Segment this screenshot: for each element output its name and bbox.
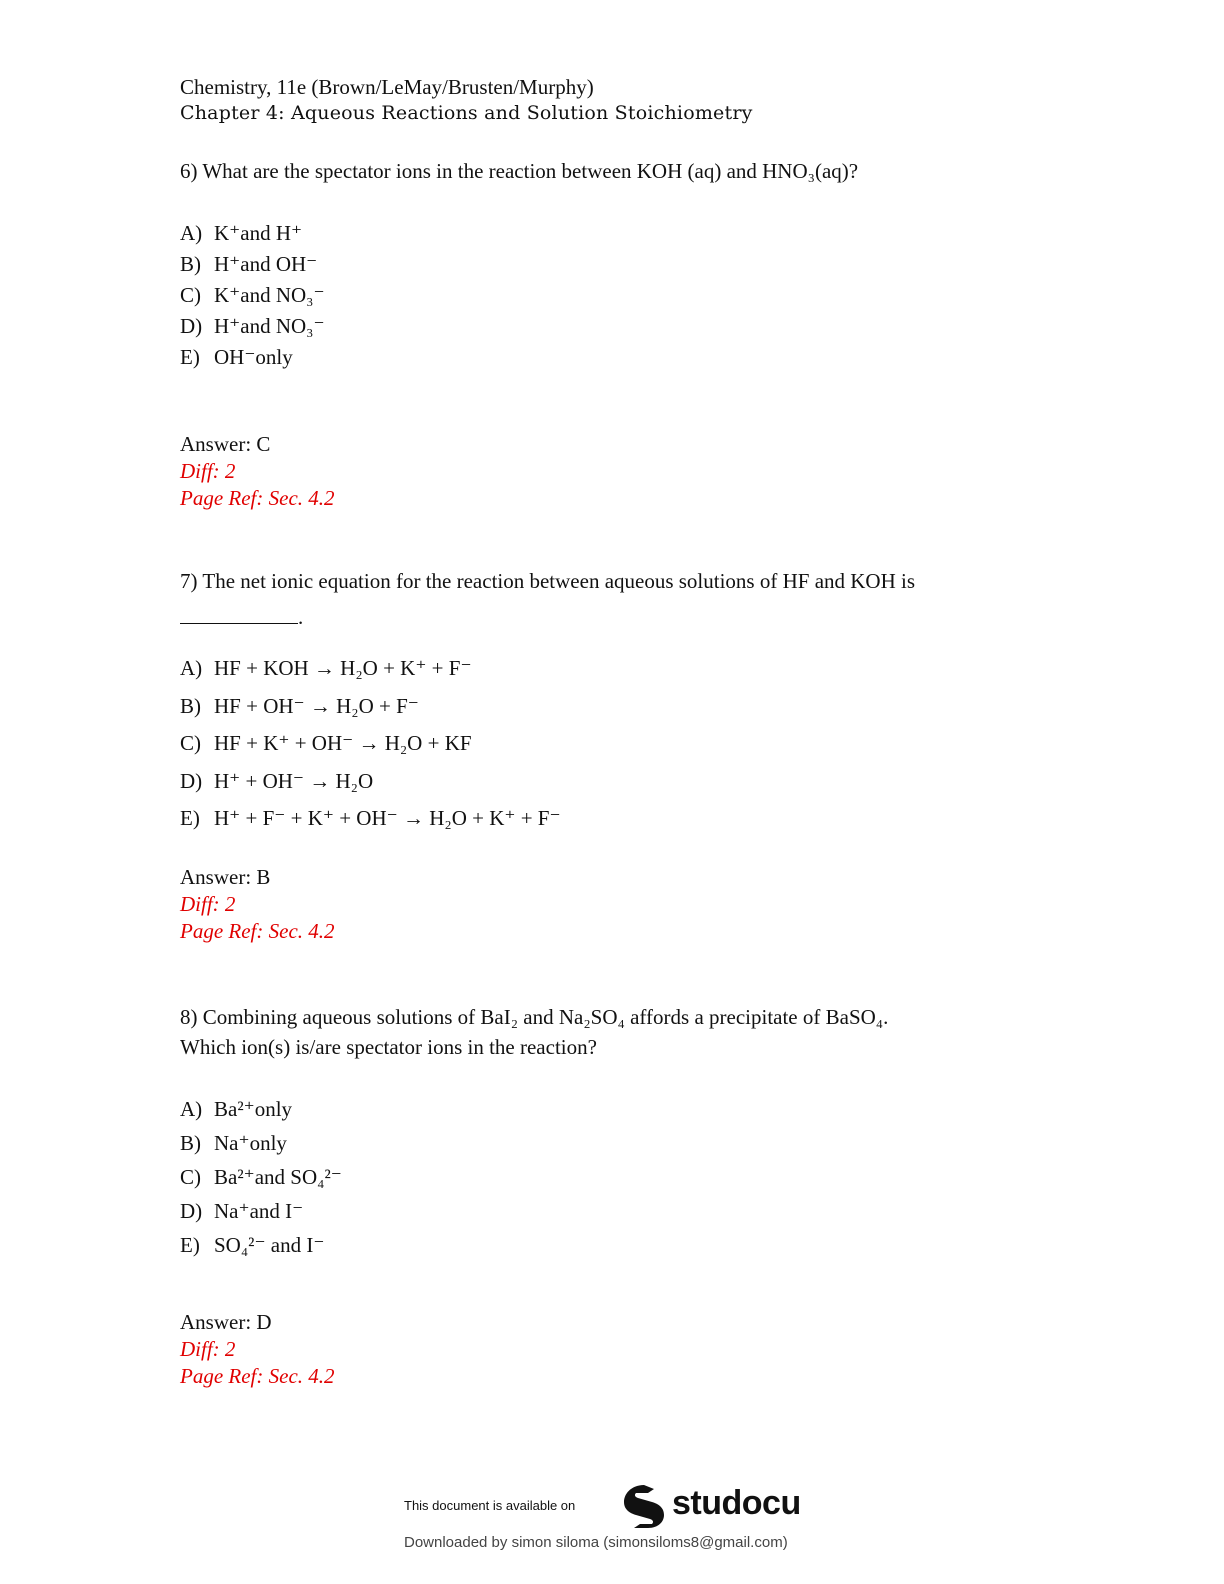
option-item: [180, 800, 561, 838]
book-title: Chemistry, 11e (Brown/LeMay/Brusten/Murphy): [180, 75, 594, 99]
option-item: [180, 650, 561, 688]
question-8-line-2: Which ion(s) is/are spectator ions in the reaction?: [180, 1035, 597, 1059]
difficulty-text: Diff: 2: [180, 1337, 236, 1361]
option-text: H⁺ + OH⁻ → H₂O: [214, 768, 374, 793]
question-8-text: [180, 1002, 1040, 1062]
option-label: D): [180, 314, 203, 338]
option-text: HF + KOH → H₂O + K⁺ + F⁻: [214, 656, 472, 680]
option-label: B): [180, 693, 201, 718]
option-item: [180, 1092, 342, 1126]
option-label: E): [180, 806, 200, 830]
difficulty-text: Diff: 2: [180, 892, 236, 916]
option-item: [180, 1126, 342, 1160]
chapter-title: Chapter 4: Aqueous Reactions and Solution Stoichiometry: [180, 102, 753, 124]
studocu-brand[interactable]: studocu: [672, 1484, 801, 1522]
studocu-logo-icon[interactable]: [620, 1482, 668, 1530]
option-text: H⁺and OH⁻: [214, 252, 318, 276]
option-text: Ba²⁺only: [214, 1097, 293, 1121]
question-7-text: [180, 566, 1040, 632]
option-text: H⁺ + F⁻ + K⁺ + OH⁻ → H₂O + K⁺ + F⁻: [214, 806, 561, 830]
option-label: E): [180, 1233, 200, 1257]
question-6-meta: [180, 431, 335, 512]
option-item: [180, 725, 561, 763]
option-label: C): [180, 1165, 201, 1189]
option-text: Na⁺only: [214, 1131, 287, 1155]
option-item: [180, 342, 325, 373]
difficulty-text: Diff: 2: [180, 459, 236, 483]
question-6-text: 6) What are the spectator ions in the reaction between KOH (aq) and HNO₃(aq)?: [180, 159, 859, 183]
page-ref-text: Page Ref: Sec. 4.2: [180, 486, 335, 510]
question-8-meta: [180, 1309, 335, 1390]
option-text: Ba²⁺and SO₄²⁻: [214, 1165, 342, 1189]
option-text: HF + K⁺ + OH⁻ → H₂O + KF: [214, 731, 472, 755]
question-8-line-1: 8) Combining aqueous solutions of BaI₂ and Na₂SO₄ affords a precipitate of BaSO₄.: [180, 1005, 889, 1029]
question-7-end: .: [298, 605, 304, 629]
option-label: D): [180, 768, 203, 793]
option-item: [180, 763, 561, 801]
option-item: [180, 1160, 342, 1194]
answer-text: Answer: B: [180, 865, 271, 889]
available-on-text: This document is available on: [404, 1498, 576, 1513]
option-label: D): [180, 1199, 203, 1223]
option-item: [180, 1228, 342, 1262]
option-text: HF + OH⁻ → H₂O + F⁻: [214, 693, 419, 718]
option-label: A): [180, 1097, 203, 1121]
option-item: [180, 218, 325, 249]
question-8-options: [180, 1092, 342, 1262]
answer-text: Answer: C: [180, 432, 271, 456]
option-text: OH⁻only: [214, 345, 293, 369]
option-text: K⁺and H⁺: [214, 221, 303, 245]
page-ref-text: Page Ref: Sec. 4.2: [180, 919, 335, 943]
option-text: SO₄²⁻ and I⁻: [214, 1233, 325, 1257]
document-header: [180, 74, 753, 126]
option-item: [180, 311, 325, 342]
question-7-meta: [180, 864, 335, 945]
option-label: A): [180, 656, 203, 680]
downloaded-by-text: Downloaded by simon siloma (simonsiloms8@gmail.com): [404, 1534, 788, 1551]
option-item: [180, 280, 325, 311]
question-6-options: [180, 218, 325, 373]
option-item: [180, 249, 325, 280]
answer-blank: [180, 605, 298, 624]
option-item: [180, 688, 561, 726]
question-7-line: 7) The net ionic equation for the reaction between aqueous solutions of HF and KOH is: [180, 569, 916, 593]
option-text: H⁺and NO₃⁻: [214, 314, 325, 338]
option-label: B): [180, 252, 201, 276]
option-item: [180, 1194, 342, 1228]
option-text: Na⁺and I⁻: [214, 1199, 304, 1223]
option-text: K⁺and NO₃⁻: [214, 283, 325, 307]
option-label: C): [180, 731, 201, 755]
option-label: C): [180, 283, 201, 307]
page-ref-text: Page Ref: Sec. 4.2: [180, 1364, 335, 1388]
answer-text: Answer: D: [180, 1310, 272, 1334]
question-7-options: [180, 650, 561, 838]
option-label: A): [180, 221, 203, 245]
option-label: B): [180, 1131, 201, 1155]
option-label: E): [180, 345, 200, 369]
